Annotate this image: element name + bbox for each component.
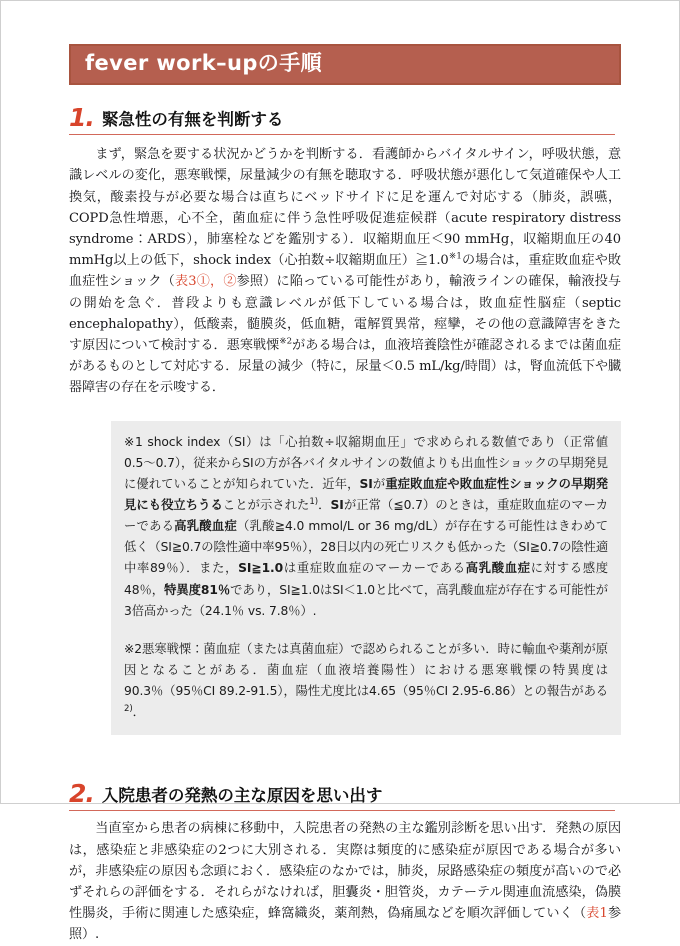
footnote-1-seg-5: ことが示された bbox=[222, 497, 310, 512]
footnote-1-seg-11: （乳酸≧4.0 mmol/L or 36 mg/dL）が存在する可能性はきわめて低く（SI≧0.7の陰性適中率95％），28日以内の死亡リスクも低かった（SI≧0.7の陰性適中率89％）．また， bbox=[124, 519, 608, 576]
section-heading-1 bbox=[69, 105, 615, 135]
section-2-text-lead: 当直室から患者の病棟に移動中，入院患者の発熱の主な鑑別診断を思い出す．発熱の原因は，感染症と非感染症の2つに大別される．実際は頻度的に感染症が原因である場合が多いが，非感染症の原因も念頭におく．感染症のなかでは，肺炎，尿路感染症の頻度が高いので必ずそれらの評価をする．それらがなければ，胆囊炎・胆管炎，カテーテル関連血流感染，偽膜性腸炎，手術に関連した感染症，蜂窩織炎，薬剤熱，偽痛風などを順次評価していく（ bbox=[69, 821, 621, 922]
footnote-1-seg-17: であり，SI≧1.0はSI＜1.0と比べて，高乳酸血症が存在する可能性が3倍高かった（24.1％ vs. 7.8％）. bbox=[124, 582, 608, 618]
footnote-1-seg-13: は重症敗血症のマーカーである bbox=[283, 561, 466, 576]
section-2-text-tail: 参照）. bbox=[69, 906, 621, 943]
section-1-text-tail-2: がある場合は，血液培養陰性が確認されるまでは菌血症があるものとして対応する．尿量の減少（特に，尿量＜0.5 mL/kg/時間）は，腎血流低下や臓器障害の存在を示唆する． bbox=[69, 337, 622, 396]
footnote-1-seg-9: が正常（≦0.7）のときは，重症敗血症のマーカーである bbox=[124, 497, 608, 534]
section-spacer bbox=[69, 735, 625, 761]
section-title-2: 入院患者の発熱の主な原因を思い出す bbox=[101, 786, 383, 806]
section-1-text-lead: まず，緊急を要する状況かどうかを判断する．看護師からバイタルサイン，呼吸状態，意識レベルの変化，悪寒戦慄，尿量減少の有無を聴取する．呼吸状態が悪化して気道確保や人工換気，酸素投与が必要な場合は直ちにベッドサイドに足を運んで対応する（肺炎，誤嚥，COPD急性増悪，心不全，菌血症に伴う急性呼吸促進症候群（acute respiratory distress syndrome：ARDS），肺塞栓などを鑑別する）．収縮期血圧＜90 mmHg，収縮期血圧の40 mmHg以上の低下，shock index（心拍数÷収縮期血圧）≧1.0 bbox=[69, 147, 621, 269]
section-2-paragraph bbox=[69, 818, 621, 945]
section-number-1: 1. bbox=[69, 103, 94, 133]
footnote-1-seg-16: 特異度81％ bbox=[164, 582, 231, 597]
section-title-1: 緊急性の有無を判断する bbox=[101, 109, 284, 129]
section-1-footnote-marker-2: ※2 bbox=[279, 336, 292, 347]
footnote-2-citation-1[interactable]: 2) bbox=[124, 704, 133, 715]
section-number-2: 2. bbox=[69, 779, 94, 809]
page-title-bar bbox=[69, 44, 621, 85]
section-1-text-tail: 参照）に陥っている可能性があり，輸液ラインの確保，輸液投与の開始を急ぐ．普段よりも意識レベルが低下している場合は，敗血症性脳症（septic encephalopathy），低酸素，髄膜炎，低血糖，電解質異常，痙攣，その他の意識障害をきたす原因について検討する．悪寒戦慄 bbox=[69, 274, 621, 353]
section-heading-2 bbox=[69, 781, 615, 811]
table-reference-1[interactable]: 表1 bbox=[586, 906, 608, 922]
footnote-1-seg-8: SI bbox=[330, 497, 344, 512]
footnote-2-seg-1: ※2悪寒戦慄：菌血症（または真菌血症）で認められることが多い．時に輸血や薬剤が原因となることがある．菌血症（血液培養陽性）における悪寒戦慄の特異度は90.3％（95％CI 89.2-91.5），陽性尤度比は4.65（95％CI 2.95-6.86）との報告がある bbox=[124, 641, 608, 699]
footnote-1-seg-3: が bbox=[372, 476, 386, 491]
footnote-1-seg-1: ※1 shock index（SI）は「心拍数÷収縮期血圧」で求められる数値であり（正常値0.5〜0.7），従来からSIの方が各バイタルサインの数値よりも出血性ショックの早期発見に優れていることが知られていた．近年， bbox=[124, 434, 608, 491]
footnote-2-seg-3: ． bbox=[132, 705, 145, 720]
table-reference-3[interactable]: 表3①，② bbox=[174, 274, 237, 290]
footnote-1 bbox=[124, 432, 608, 622]
footnote-1-seg-2: SI bbox=[359, 476, 373, 491]
footnote-1-seg-10: 高乳酸血症 bbox=[174, 519, 238, 534]
footnote-box bbox=[111, 421, 621, 736]
footnote-1-citation-1[interactable]: 1) bbox=[309, 496, 319, 507]
section-1-footnote-marker-1: ※1 bbox=[448, 251, 462, 262]
footnote-2 bbox=[124, 639, 608, 724]
footnote-1-seg-7: ． bbox=[318, 497, 331, 512]
footnote-1-seg-12: SI≧1.0 bbox=[238, 561, 284, 576]
section-1-text-mid: の場合は，重症敗血症や敗血症性ショック（ bbox=[69, 253, 621, 290]
footnote-1-seg-15: に対する感度48％， bbox=[124, 561, 608, 597]
footnote-1-seg-14: 高乳酸血症 bbox=[465, 561, 531, 576]
footnote-1-seg-4: 重症敗血症や敗血症性ショックの早期発見にも役立ちうる bbox=[124, 476, 608, 512]
page-title: fever work–upの手順 bbox=[85, 51, 323, 75]
section-1-paragraph bbox=[69, 144, 621, 398]
